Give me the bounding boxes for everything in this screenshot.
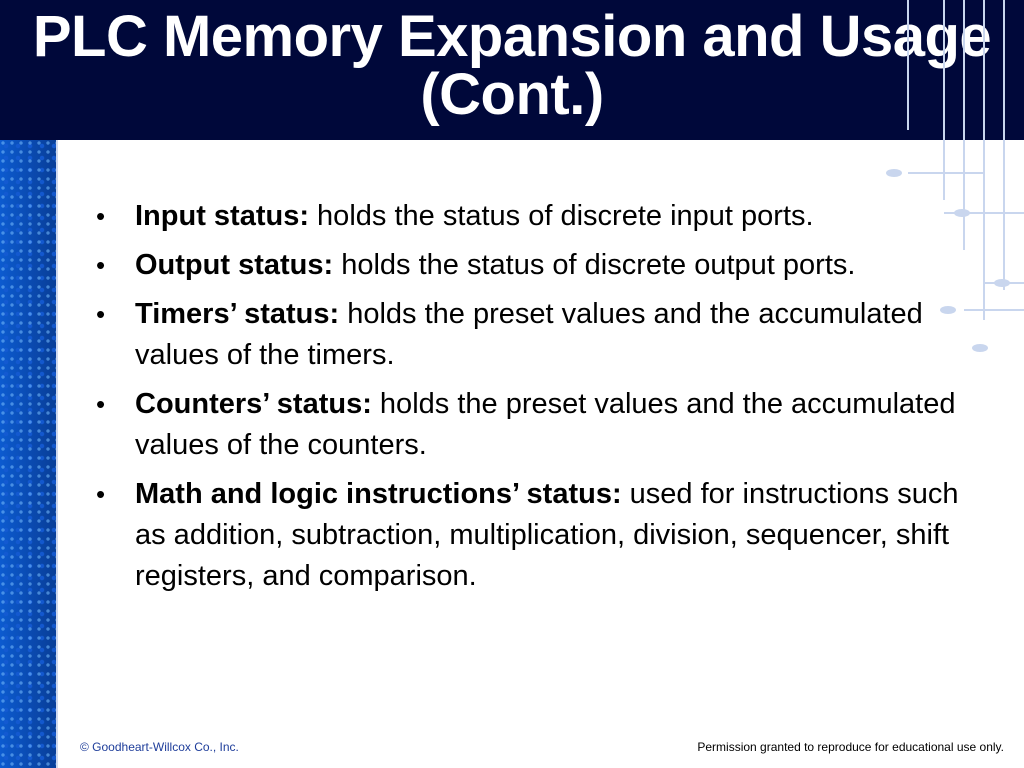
footer-copyright: © Goodheart-Willcox Co., Inc. [80,740,239,754]
bullet-item-math-logic-status [96,474,976,597]
bullet-term: Counters’ status: [135,388,372,420]
bullet-term: Timers’ status: [135,298,340,330]
footer-permission: Permission granted to reproduce for educational use only. [697,740,1004,754]
bullet-icon: • [96,250,106,280]
bullet-icon: • [96,389,106,419]
bullet-description: holds the preset values and the accumulated values of the counters. [135,388,956,461]
bullet-description: holds the status of discrete output ports. [333,249,856,281]
bullet-description: used for instructions such as addition, subtraction, multiplication, division, sequencer, shift registers, and comparison. [135,478,959,592]
bullet-icon: • [96,201,106,231]
title-banner [0,0,1024,140]
bullet-item-counters-status [96,384,976,466]
side-strip-edge [56,140,58,768]
bullet-term: Output status: [135,249,334,281]
decorative-side-strip [0,140,56,768]
slide-title: PLC Memory Expansion and Usage (Cont.) [32,4,992,127]
bullet-item-input-status [96,196,976,237]
bullet-item-timers-status [96,294,976,376]
bullet-term: Input status: [135,200,309,232]
bullet-icon: • [96,299,106,329]
bullet-list [96,196,976,605]
bullet-icon: • [96,479,106,509]
bullet-item-output-status [96,245,976,286]
bullet-description: holds the status of discrete input ports. [309,200,814,232]
bullet-description: holds the preset values and the accumulated values of the timers. [135,298,923,371]
bullet-term: Math and logic instructions’ status: [135,478,622,510]
